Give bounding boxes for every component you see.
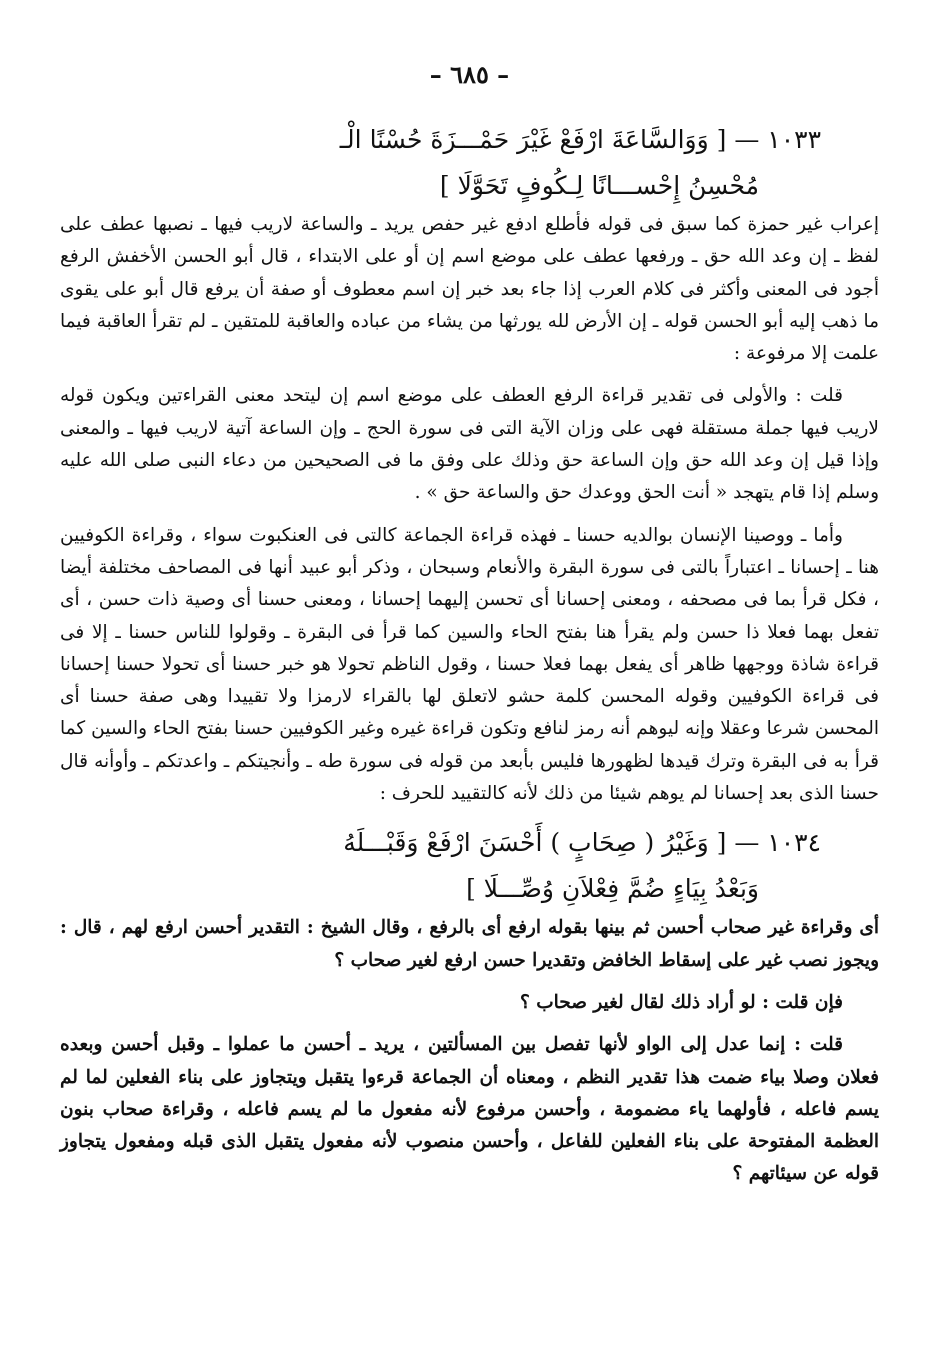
page-number: – ٦٨٥ – bbox=[429, 60, 510, 89]
commentary-paragraph-1: إعراب غير حمزة كما سبق فى قوله فأطلع ادفع غير حفص يريد ـ والساعة لاريب فيها ـ نصبها عطف على لفظ ـ إن وعد الله حق ـ ورفعها عطف على موضع اسم إن أو على الابتداء ، قال أبو الحسن الأخفش الرفع أجود فى المعنى وأكثر فى كلام العرب إذا جاء بعد خبر إن اسم معطوف أو صفة أن يرفع قال أبو على يقوى ما ذهب إليه أبو الحسن قوله ـ إن الأرض لله يورثها من يشاء من عباده والعاقبة للمتقين ـ لم تقرأ العاقبة فيما علمت إلا مرفوعة : bbox=[60, 214, 879, 365]
commentary-paragraph-4: أى وقراءة غير صحاب أحسن ثم بينها بقوله ارفع أى بالرفع ، وقال الشيخ : التقدير أحسن ارفع لهم ، قال : ويجوز نصب غير على إسقاط الخافض وتقديرا حسن ارفع لغير صحاب ؟ bbox=[60, 917, 879, 971]
verse-1034-line-2: وَبَعْدُ بِيَاءٍ ضُمَّ فِعْلاَنِ وُصِّـــلَا ] bbox=[466, 874, 759, 904]
verse-1033 bbox=[60, 117, 879, 209]
commentary-paragraph-2: قلت : والأولى فى تقدير قراءة الرفع العطف على موضع اسم إن ليتحد معنى القراءتين ويكون قوله لاريب فيها جملة مستقلة فهى على وزان الآية التى فى سورة الحج ـ وإن الساعة آتية لاريب فيها ـ والمعنى وإذا قيل إن وعد الله حق وإن الساعة حق وذلك على وفق ما فى الصحيحين من دعاء النبى صلى الله عليه وسلم إذا قام يتهجد « أنت الحق ووعدك حق والساعة حق » . bbox=[60, 385, 879, 504]
commentary-paragraph-6: قلت : إنما عدل إلى الواو لأنها تفصل بين المسألتين ، يريد ـ أحسن ما عملوا ـ وقبل أحسن وبعده فعلان وصلا بياء ضمت هذا تقدير النظم ، ومعناه أن الجماعة قرءوا يتقبل ويتجاوز على بناء الفعلين لما لم يسم فاعله ، فأولهما ياء مضمومة ، وأحسن مرفوع لأنه مفعول ما لم يسم فاعله ، وقراءة صحاب بنون العظمة المفتوحة على بناء الفعلين للفاعل ، وأحسن منصوب لأنه مفعول يتقبل الذى قبله ومفعول يتجاوز قوله عن سيئاتهم ؟ bbox=[60, 1034, 879, 1185]
commentary-paragraph-3: وأما ـ ووصينا الإنسان بوالديه حسنا ـ فهذه قراءة الجماعة كالتى فى العنكبوت سواء ، وقراءة الكوفيين هنا ـ إحسانا ـ اعتباراً بالتى فى سورة البقرة والأنعام وسبحان ، وذكر أبو عبيد أنها فى المصاحف مختلفة أيضا ، فكل قرأ بما فى مصحفه ، ومعنى إحسانا أى تحسن إليهما إحسانا ، ومعنى حسنا أى وصية ذات حسن ، أى تفعل بهما فعلا ذا حسن ولم يقرأ هنا بفتح الحاء والسين كما قرأ فى البقرة ـ وقولوا للناس حسنا ـ إلا فى قراءة شاذة ووجهها ظاهر أى يفعل بهما فعلا حسنا ، وقول الناظم تحولا هو خبر حسنا أى تحولا حسنا إحسانا فى قراءة الكوفيين وقوله المحسن كلمة حشو لاتعلق لها بالقراء لارمزا ولا تقييدا وهى صفة حسنا أى المحسن شرعا وعقلا وإنه ليوهم أنه رمز لنافع وتكون قراءة غيره وغير الكوفيين حسنا بفتح الحاء والسين كما قرأ به فى البقرة وترك قيدها لظهورها فليس بأبعد من قوله فى سورة طه ـ وأنجيتكم ـ واعدتكم ـ وأوأنه قال حسنا الذى بعد إحسانا لم يوهم شيئا من ذلك لأنه كالتقييد للحرف : bbox=[60, 524, 879, 805]
commentary-paragraph-5: فإن قلت : لو أراد ذلك لقال لغير صحاب ؟ bbox=[519, 991, 843, 1013]
verse-1034-line-1: ١٠٣٤ — [ وَغَيْرُ ( صِحَابٍ ) أَحْسَنَ ارْفَعْ وَقَبْـــلَهُ bbox=[343, 828, 821, 858]
verse-1034 bbox=[60, 820, 879, 912]
verse-1033-line-2: مُحْسِنُ إِحْســـانًا لِـكُوفٍ تَحَوَّلَا ] bbox=[439, 171, 759, 200]
verse-1033-line-1: ١٠٣٣ — [ وَوَالسَّاعَةَ ارْفَعْ غَيْرَ حَمْـــزَةَ حُسْنًا الْـ bbox=[339, 125, 821, 154]
